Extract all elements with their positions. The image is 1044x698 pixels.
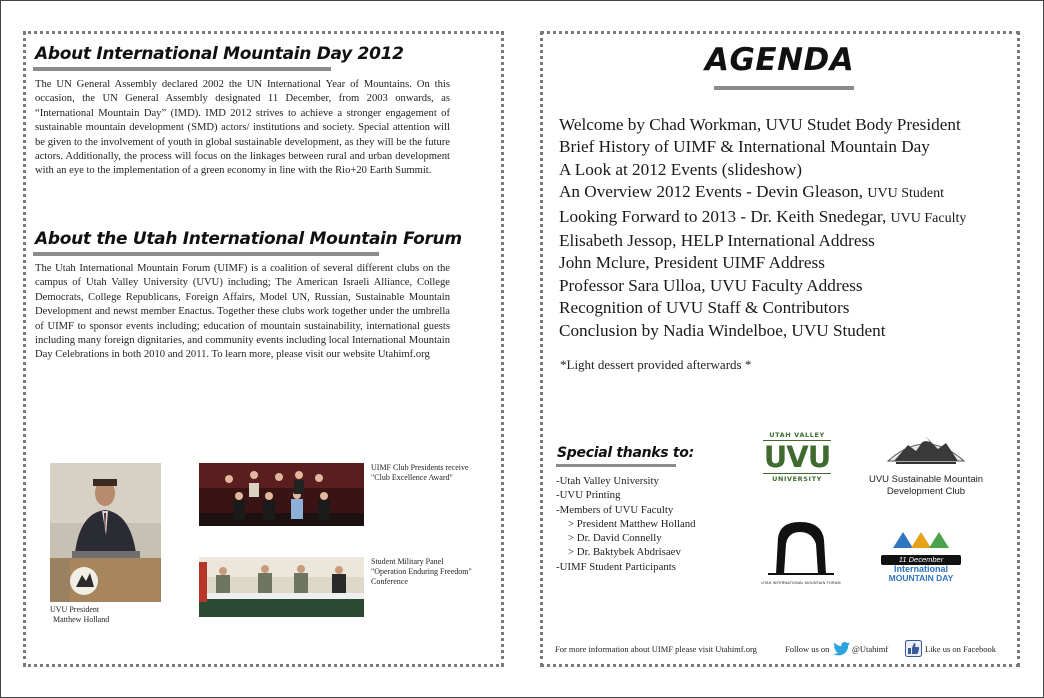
caption-line: "Club Excellence Award" — [371, 473, 453, 482]
smd-logo-line: UVU Sustainable Mountain — [868, 474, 984, 485]
agenda-item — [559, 159, 966, 181]
thanks-item: > Dr. David Connelly — [568, 532, 662, 545]
agenda-item — [559, 320, 966, 342]
agenda-item — [559, 230, 966, 252]
imd-heading-underline — [33, 67, 331, 71]
agenda-item-text: John Mclure, President UIMF Address — [559, 253, 825, 273]
agenda-item — [559, 114, 966, 136]
imd-logo-date: 11 December — [881, 555, 961, 565]
dessert-note: *Light dessert provided afterwards * — [560, 357, 752, 372]
thanks-item: -UVU Printing — [556, 489, 621, 502]
agenda-item-text: A Look at 2012 Events (slideshow) — [559, 159, 802, 179]
smd-club-logo — [862, 431, 990, 495]
uvu-logo-mark: UVU — [763, 440, 831, 474]
agenda-item — [559, 181, 966, 205]
imd-heading: About International Mountain Day 2012 — [35, 44, 404, 64]
agenda-item-role: UVU Student — [867, 186, 944, 202]
caption-line: UVU President — [50, 605, 100, 614]
facebook-link[interactable]: Like us on Facebook — [925, 644, 997, 654]
special-thanks-list — [556, 474, 696, 574]
caption-line: Conference — [371, 577, 408, 586]
agenda-item-text: Welcome by Chad Workman, UVU Studet Body President — [559, 115, 961, 134]
triangles-icon — [891, 530, 951, 550]
footer-follow-label: Follow us on — [785, 644, 830, 654]
footer-info: For more information about UIMF please visit Utahimf.org — [555, 644, 757, 654]
uimf-heading-underline — [33, 252, 379, 256]
twitter-handle[interactable]: @Utahimf — [852, 644, 889, 654]
president-photo-caption — [50, 605, 109, 625]
military-panel-caption — [371, 557, 472, 587]
special-thanks-underline — [556, 464, 676, 467]
thanks-item: -Utah Valley University — [556, 475, 659, 487]
agenda-item-text: Recognition of UVU Staff & Contributors — [559, 298, 850, 318]
thanks-item: -UIMF Student Participants — [556, 560, 676, 573]
caption-line: "Operation Enduring Freedom" — [371, 567, 472, 576]
thanks-item: > Dr. Baktybek Abdrisaev — [568, 546, 681, 559]
club-presidents-caption — [371, 463, 469, 483]
uimf-heading: About the Utah International Mountain Forum — [35, 229, 462, 249]
facebook-like-icon[interactable] — [905, 640, 922, 657]
agenda-title-underline — [714, 86, 854, 90]
club-presidents-photo — [199, 463, 364, 526]
imd-logo-line1: International — [893, 564, 948, 574]
thanks-item: > President Matthew Holland — [568, 517, 696, 530]
special-thanks-heading: Special thanks to: — [557, 445, 694, 461]
arch-icon — [766, 518, 836, 576]
uimf-logo-text: UTAH INTERNATIONAL MOUNTAIN FORUM — [761, 581, 841, 585]
twitter-icon[interactable] — [833, 641, 851, 657]
agenda-item-text: Elisabeth Jessop, HELP International Address — [559, 231, 875, 251]
agenda-list — [559, 114, 966, 342]
smd-logo-text — [862, 474, 990, 498]
uvu-logo — [763, 431, 831, 491]
agenda-item-text: Conclusion by Nadia Windelboe, UVU Student — [559, 320, 886, 340]
agenda-item-text: An Overview 2012 Events - Devin Gleason, — [559, 182, 868, 202]
uvu-logo-bottom: UNIVERSITY — [763, 473, 831, 483]
agenda-item-role: UVU Faculty — [890, 210, 967, 226]
thanks-item: -Members of UVU Faculty — [556, 503, 674, 516]
agenda-item-text: Looking Forward to 2013 - Dr. Keith Snedegar, — [559, 206, 891, 226]
uvu-logo-top: UTAH VALLEY — [763, 431, 831, 441]
military-panel-photo — [199, 557, 364, 617]
agenda-item — [559, 252, 966, 274]
agenda-item — [559, 297, 966, 319]
imd-logo-line2: MOUNTAIN DAY — [888, 573, 954, 583]
agenda-item — [559, 136, 966, 158]
uimf-logo — [758, 518, 844, 586]
agenda-item-text: Professor Sara Ulloa, UVU Faculty Address — [559, 275, 863, 295]
smd-logo-line: Development Club — [886, 486, 966, 497]
mountain-icon — [886, 431, 966, 469]
caption-line: Student Military Panel — [371, 557, 444, 566]
agenda-title: AGENDA — [705, 42, 855, 78]
agenda-item — [559, 206, 966, 230]
imd-body-text: The UN General Assembly declared 2002 the UN International Year of Mountains. On this occasion, the UN General Assembly designated 11 December, from 2003 onwards, as “International Mountain Day” (IMD). IMD 2012 strives to achieve a stronger engagement of sustainable mountain development (SMD) actors/ institutions and society. Special attention will be given to the involvement of youth in global sustainable development, as they will be the future actors. Additionally, the process will focus on the linkages between rural and urban development with an eye to the implementation of a green economy in line with the Rio+20 Earth Summit. — [35, 79, 450, 177]
agenda-item-text: Brief History of UIMF & International Mountain Day — [559, 137, 930, 157]
agenda-item — [559, 275, 966, 297]
president-photo — [50, 463, 161, 602]
uimf-body-text: The Utah International Mountain Forum (UIMF) is a coalition of several different clubs on the campus of Utah Valley University (UVU) including; The American Israeli Alliance, College Democrats, College Republicans, Foreign Affairs, Model UN, Russian, Sustainable Mountain Development and newst member Enactus. Together these clubs work together under the umbrella of UIMF to sponsor events including; education of mountain sustainability, international guests including many foreign dignitaries, and community events including local International Mountain Day Celebrations in both 2010 and 2011. To learn more, please visit our website Utahimf.org — [35, 263, 450, 361]
imd-logo — [877, 530, 965, 586]
caption-line: Matthew Holland — [53, 615, 110, 624]
caption-line: UIMF Club Presidents receive — [371, 463, 469, 472]
